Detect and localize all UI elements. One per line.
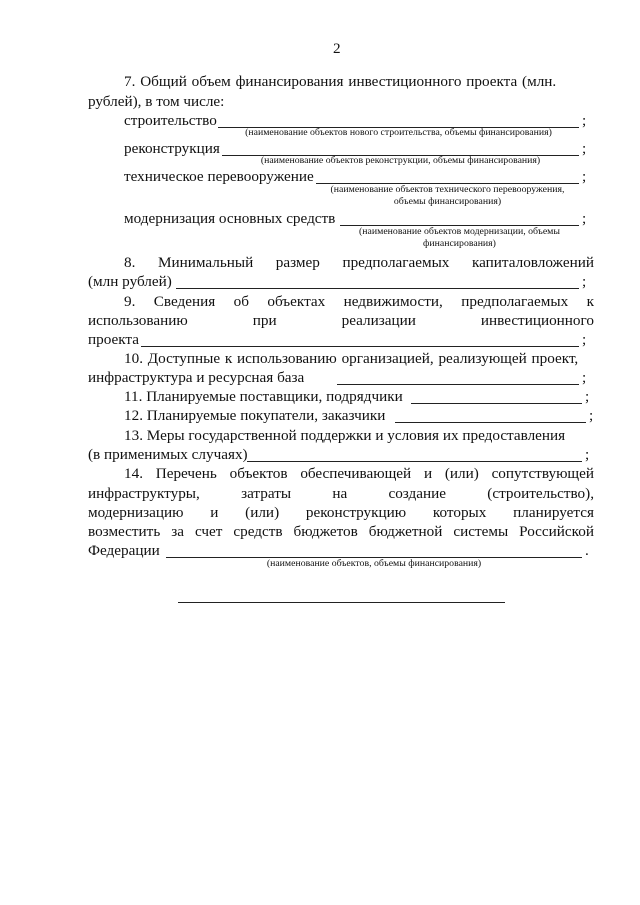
item-8-fill-line <box>176 288 579 289</box>
item-14-line-5: Федерации <box>88 542 160 559</box>
item-9-word: предполагаемых <box>461 293 569 310</box>
item-14-word: средств <box>233 523 283 540</box>
item-8-word: 8. <box>124 254 136 271</box>
reconstruction-caption: (наименование объектов реконструкции, объемы финансирования) <box>260 155 541 166</box>
item-8-line-2: (млн рублей) <box>88 273 172 290</box>
item-8-word: размер <box>275 254 320 271</box>
reequipment-end: ; <box>582 168 587 185</box>
modernization-label: модернизация основных средств <box>124 210 336 227</box>
item-14-word: возместить <box>88 523 161 540</box>
item-12-fill-line <box>395 422 586 423</box>
construction-caption: (наименование объектов нового строительства, объемы финансирования) <box>245 127 552 138</box>
item-10-end: ; <box>582 369 587 386</box>
item-14-word: Российской <box>519 523 594 540</box>
item-13-end: ; <box>585 446 590 463</box>
item-9-word: 9. <box>124 293 136 310</box>
item-11-fill-line <box>411 403 582 404</box>
item-9-line-3: проекта <box>88 331 139 348</box>
item-14-word: за <box>171 523 184 540</box>
reconstruction-end: ; <box>582 140 587 157</box>
item-9-line-2 <box>88 312 594 330</box>
item-14-word: Перечень <box>155 465 217 482</box>
item-14-word: модернизацию <box>88 504 184 521</box>
reconstruction-label: реконструкция <box>124 140 220 157</box>
item-9-word: к <box>586 293 594 310</box>
item-8-word: предполагаемых <box>342 254 450 271</box>
item-14-word: инфраструктуры, <box>88 485 200 502</box>
item-9-end: ; <box>582 331 587 348</box>
item-14-end: . <box>585 542 589 559</box>
reequipment-caption-2: объемы финансирования) <box>393 196 502 207</box>
item-8-word: капиталовложений <box>471 254 594 271</box>
item-13-line-1: 13. Меры государственной поддержки и условия их предоставления <box>124 427 566 444</box>
item-9-word: Сведения <box>153 293 216 310</box>
item-9-word: об <box>233 293 249 310</box>
document-end-rule <box>178 602 505 603</box>
item-14-word: (или) <box>245 504 280 521</box>
item-10-line-2: инфраструктура и ресурсная база <box>88 369 305 386</box>
item-11-label: 11. Планируемые поставщики, подрядчики <box>124 388 403 405</box>
item-14-word: 14. <box>124 465 143 482</box>
item-7-line-2: рублей), в том числе: <box>88 93 225 110</box>
page-number: 2 <box>333 40 341 57</box>
item-11-end: ; <box>585 388 590 405</box>
item-14-word: планируется <box>513 504 594 521</box>
item-14-line-4 <box>88 523 594 541</box>
reequipment-caption-1: (наименование объектов технического перевооружения, <box>330 184 565 195</box>
modernization-caption-1: (наименование объектов модернизации, объемы <box>359 226 560 237</box>
item-13-line-2: (в применимых случаях) <box>88 446 248 463</box>
item-14-word: и <box>423 465 433 482</box>
item-14-word: бюджетов <box>293 523 358 540</box>
item-14-word: объектов <box>229 465 288 482</box>
item-14-caption: (наименование объектов, объемы финансирования) <box>266 558 482 569</box>
item-14-line-1 <box>124 465 594 483</box>
item-9-fill-line <box>141 346 579 347</box>
item-9-line-1 <box>124 293 594 311</box>
item-14-word: реконструкцию <box>305 504 407 521</box>
item-10-line-1: 10. Доступные к использованию организацией, реализующей проект, <box>124 350 579 367</box>
item-14-word: сопутствующей <box>491 465 594 482</box>
item-12-label: 12. Планируемые покупатели, заказчики <box>124 407 386 424</box>
item-14-word: которых <box>432 504 487 521</box>
item-9-word: использованию <box>88 312 188 329</box>
construction-label: строительство <box>124 112 217 129</box>
item-14-word: бюджетной <box>368 523 443 540</box>
item-14-line-2 <box>88 485 594 503</box>
item-8-word: Минимальный <box>157 254 254 271</box>
item-7-line-1: 7. Общий объем финансирования инвестиционного проекта (млн. <box>124 73 557 90</box>
construction-end: ; <box>582 112 587 129</box>
item-14-word: (или) <box>444 465 479 482</box>
item-8-end: ; <box>582 273 587 290</box>
item-9-word: инвестиционного <box>480 312 594 329</box>
item-14-word: создание <box>388 485 446 502</box>
item-14-word: и <box>210 504 219 521</box>
item-9-word: при <box>252 312 277 329</box>
item-14-word: затраты <box>241 485 292 502</box>
item-12-end: ; <box>589 407 594 424</box>
item-14-word: на <box>332 485 348 502</box>
item-14-word: счет <box>194 523 223 540</box>
item-8-line-1 <box>124 254 594 272</box>
item-14-word: обеспечивающей <box>300 465 412 482</box>
item-13-fill-line <box>247 461 582 462</box>
item-10-fill-line <box>337 384 579 385</box>
reequipment-label: техническое перевооружение <box>124 168 314 185</box>
item-9-word: объектах <box>267 293 326 310</box>
item-14-word: системы <box>453 523 509 540</box>
item-14-word: (строительство), <box>487 485 594 502</box>
modernization-end: ; <box>582 210 587 227</box>
item-9-word: реализации <box>341 312 416 329</box>
modernization-caption-2: финансирования) <box>423 238 496 249</box>
item-9-word: недвижимости, <box>343 293 443 310</box>
item-14-line-3 <box>88 504 594 522</box>
